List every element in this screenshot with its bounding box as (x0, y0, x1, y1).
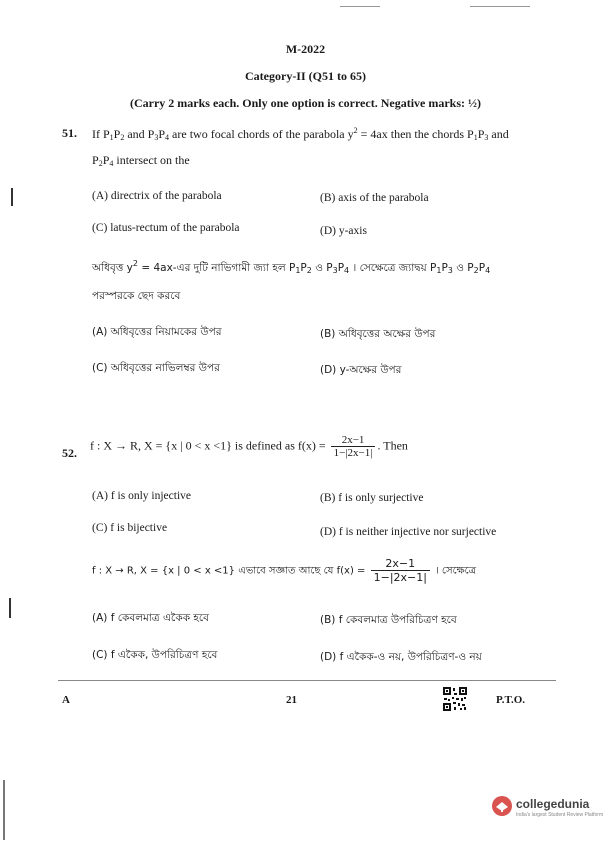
q51-option-c[interactable]: (C) latus-rectum of the parabola (92, 222, 240, 234)
q52-option-b[interactable]: (B) f is only surjective (320, 492, 424, 504)
q51-bengali-option-c[interactable]: (C) অধিবৃত্তের নাভিলম্বর উপর (92, 362, 220, 374)
page-number: 21 (286, 694, 297, 706)
collegedunia-logo-icon (491, 795, 513, 817)
category-title: Category-II (Q51 to 65) (245, 69, 366, 83)
scan-mark (470, 6, 530, 7)
scan-mark (11, 188, 13, 206)
watermark-brand: collegedunia (516, 797, 590, 811)
scan-mark (3, 780, 5, 840)
question-51-stem-line2: $P_2P_4$ intersect on the (92, 153, 190, 168)
q52-bengali-option-b[interactable]: (B) f কেবলমাত্র উপরিচিত্রণ হবে (320, 614, 457, 626)
question-51-bengali-line1: অধিবৃত্ত $y^2$ = 4ax-এর দুটি নাভিগামী জ্যা হল $P_1P_2$ ও $P_3P_4$ । সেক্ষেত্রে জ্যাদ্বয় $P_1P_3$ ও $P_2P_4$ (92, 259, 491, 275)
question-52-bengali-stem: f : X → R, X = {x | 0 < x <1} এভাবে সজ্ঞাত আছে যে f(x) = $\frac{2x-1}{1-|2x-1|}$ । সেক্ষেত্রে (92, 557, 477, 584)
q52-bengali-option-a[interactable]: (A) f কেবলমাত্র একৈক হবে (92, 612, 209, 624)
q51-bengali-option-a[interactable]: (A) অধিবৃত্তের নিয়ামকের উপর (92, 326, 222, 338)
q51-option-b[interactable]: (B) axis of the parabola (320, 192, 429, 204)
qr-code-icon (442, 686, 468, 712)
q51-option-a[interactable]: (A) directrix of the parabola (92, 190, 222, 202)
q52-bengali-option-d[interactable]: (D) f একৈক-ও নয়, উপরিচিত্রণ-ও নয় (320, 651, 482, 663)
question-52-stem: f : X → R, X = {x | 0 < x <1} is defined as f(x) = $\frac{2x-1}{1-|2x-1|}$ . Then (90, 434, 408, 459)
q52-option-a[interactable]: (A) f is only injective (92, 490, 192, 502)
question-51-bengali-line2: পরস্পরকে ছেদ করবে (92, 290, 181, 302)
fraction: $\frac{2x-1}{1-|2x-1|}$ (331, 434, 376, 459)
q51-option-d[interactable]: (D) y-axis (320, 225, 367, 237)
question-number-51: 51. (62, 126, 77, 140)
q52-bengali-option-c[interactable]: (C) f একৈক, উপরিচিত্রণ হবে (92, 649, 218, 661)
fraction: $\frac{2x-1}{1-|2x-1|}$ (371, 557, 430, 584)
booklet-set: A (62, 694, 70, 706)
q51-bengali-option-d[interactable]: (D) y-অক্ষের উপর (320, 364, 402, 376)
q52-option-d[interactable]: (D) f is neither injective nor surjective (320, 526, 497, 538)
q51-bengali-option-b[interactable]: (B) অধিবৃত্তের অক্ষের উপর (320, 328, 436, 340)
q52-option-c[interactable]: (C) f is bijective (92, 522, 168, 534)
question-51-stem-line1: If $P_1P_2$ and $P_3P_4$ are two focal chords of the parabola $y^2 = 4ax$ then the chords $P_1P_3$ and (92, 126, 509, 142)
question-number-52: 52. (62, 446, 77, 460)
scan-mark (9, 598, 11, 618)
paper-code: M-2022 (285, 42, 326, 56)
footer-divider (58, 680, 556, 681)
pto-label: P.T.O. (496, 694, 526, 706)
instructions: (Carry 2 marks each. Only one option is correct. Negative marks: ½) (129, 96, 482, 110)
scan-mark (340, 6, 380, 7)
watermark-tagline: India's largest Student Review Platform (516, 812, 604, 818)
